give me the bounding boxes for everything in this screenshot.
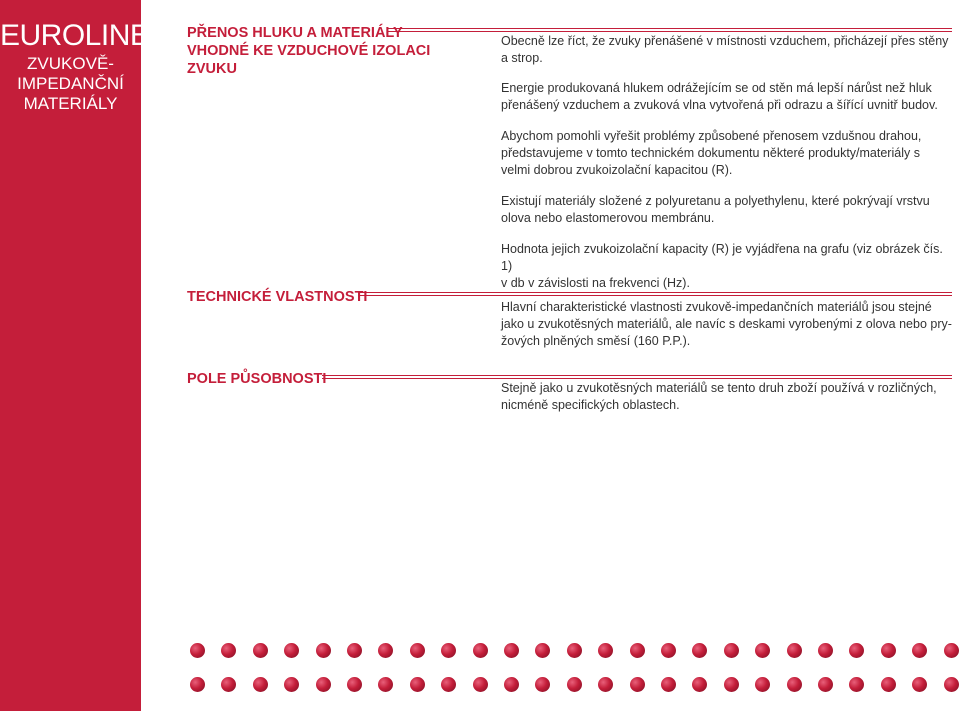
decorative-dot	[912, 677, 927, 692]
decorative-dot	[221, 677, 236, 692]
paragraph	[501, 80, 956, 114]
decorative-dot	[661, 677, 676, 692]
decorative-dot	[881, 643, 896, 658]
document-subtitle	[0, 54, 141, 114]
title-line: VHODNÉ KE VZDUCHOVÉ IZOLACI	[187, 43, 431, 59]
decorative-dot	[253, 677, 268, 692]
section-divider	[358, 292, 952, 296]
decorative-dot	[944, 677, 959, 692]
text-line: Existují materiály složené z polyuretanu a polyethylenu, které pokrývají vrstvu	[501, 194, 930, 208]
text-line: jako u zvukotěsných materiálů, ale navíc s deskami vyrobenými z olova nebo pry-	[501, 317, 952, 331]
decorative-dot	[190, 677, 205, 692]
decorative-dot	[692, 677, 707, 692]
decorative-dot-row	[180, 677, 960, 697]
section-divider	[388, 28, 952, 32]
section-title-field-of-application: POLE PŮSOBNOSTI	[187, 371, 327, 387]
text-line: v db v závislosti na frekvenci (Hz).	[501, 276, 690, 290]
decorative-dot	[410, 677, 425, 692]
decorative-dot	[441, 677, 456, 692]
decorative-dot	[944, 643, 959, 658]
decorative-dot	[598, 677, 613, 692]
decorative-dot	[630, 677, 645, 692]
text-line: olova nebo elastomerovou membránu.	[501, 211, 715, 225]
decorative-dot	[912, 643, 927, 658]
decorative-dot	[284, 643, 299, 658]
decorative-dot	[724, 677, 739, 692]
decorative-dot	[378, 677, 393, 692]
decorative-dot	[504, 643, 519, 658]
decorative-dot	[849, 677, 864, 692]
text-line: Hlavní charakteristické vlastnosti zvukově-impedančních materiálů jsou stejné	[501, 300, 932, 314]
paragraph	[501, 33, 956, 67]
text-line: představujeme v tomto technickém dokumentu některé produkty/materiály s	[501, 146, 920, 160]
text-line: a strop.	[501, 51, 543, 65]
decorative-dot	[284, 677, 299, 692]
decorative-dot	[221, 643, 236, 658]
paragraph	[501, 299, 956, 350]
decorative-dot	[473, 643, 488, 658]
paragraph	[501, 128, 956, 179]
decorative-dot	[818, 643, 833, 658]
paragraph	[501, 380, 956, 414]
decorative-dot	[818, 677, 833, 692]
decorative-dot	[410, 643, 425, 658]
decorative-dot	[881, 677, 896, 692]
text-line: Hodnota jejich zvukoizolační kapacity (R) je vyjádřena na grafu (viz obrázek čís. 1)	[501, 242, 943, 273]
decorative-dot	[692, 643, 707, 658]
decorative-dot	[347, 677, 362, 692]
text-line: nicméně specifických oblastech.	[501, 398, 680, 412]
decorative-dot	[347, 643, 362, 658]
decorative-dot	[253, 643, 268, 658]
decorative-dot	[441, 643, 456, 658]
decorative-dot	[190, 643, 205, 658]
section-title-noise-transfer	[187, 24, 437, 78]
decorative-dot	[504, 677, 519, 692]
decorative-dot	[598, 643, 613, 658]
decorative-dot-row	[180, 643, 960, 663]
text-line: velmi dobrou zvukoizolační kapacitou (R).	[501, 163, 733, 177]
decorative-dot	[630, 643, 645, 658]
brand-title: EUROLINE	[0, 19, 150, 52]
section-title-technical-properties: TECHNICKÉ VLASTNOSTI	[187, 289, 368, 305]
paragraph	[501, 193, 956, 227]
decorative-dot	[567, 643, 582, 658]
decorative-dot	[755, 677, 770, 692]
decorative-dot	[567, 677, 582, 692]
subtitle-line: IMPEDANČNÍ	[17, 74, 124, 93]
section-divider	[322, 375, 952, 379]
paragraph	[501, 241, 956, 292]
text-line: žových plněných směsí (160 P.P.).	[501, 334, 691, 348]
sidebar	[0, 0, 150, 711]
decorative-dot	[378, 643, 393, 658]
subtitle-line: ZVUKOVĚ-	[27, 54, 114, 73]
decorative-dot	[755, 643, 770, 658]
decorative-dot	[661, 643, 676, 658]
decorative-dot	[849, 643, 864, 658]
decorative-dot	[724, 643, 739, 658]
decorative-dot	[535, 677, 550, 692]
subtitle-line: MATERIÁLY	[23, 94, 118, 113]
text-line: Obecně lze říct, že zvuky přenášené v místnosti vzduchem, přicházejí přes stěny	[501, 34, 949, 48]
decorative-dot	[473, 677, 488, 692]
text-line: přenášený vzduchem a zvuková vlna vytvořená při odrazu a šířící uvnitř budov.	[501, 98, 938, 112]
decorative-dot	[787, 677, 802, 692]
text-line: Abychom pomohli vyřešit problémy způsobené přenosem vzdušnou drahou,	[501, 129, 922, 143]
text-line: Stejně jako u zvukotěsných materiálů se tento druh zboží používá v rozličných,	[501, 381, 937, 395]
text-line: Energie produkovaná hlukem odrážejícím se od stěn má lepší nárůst než hluk	[501, 81, 932, 95]
decorative-dot	[535, 643, 550, 658]
decorative-dot	[787, 643, 802, 658]
title-line: PŘENOS HLUKU A MATERIÁLY	[187, 25, 403, 41]
decorative-dot	[316, 677, 331, 692]
decorative-dot	[316, 643, 331, 658]
title-line: ZVUKU	[187, 61, 237, 77]
